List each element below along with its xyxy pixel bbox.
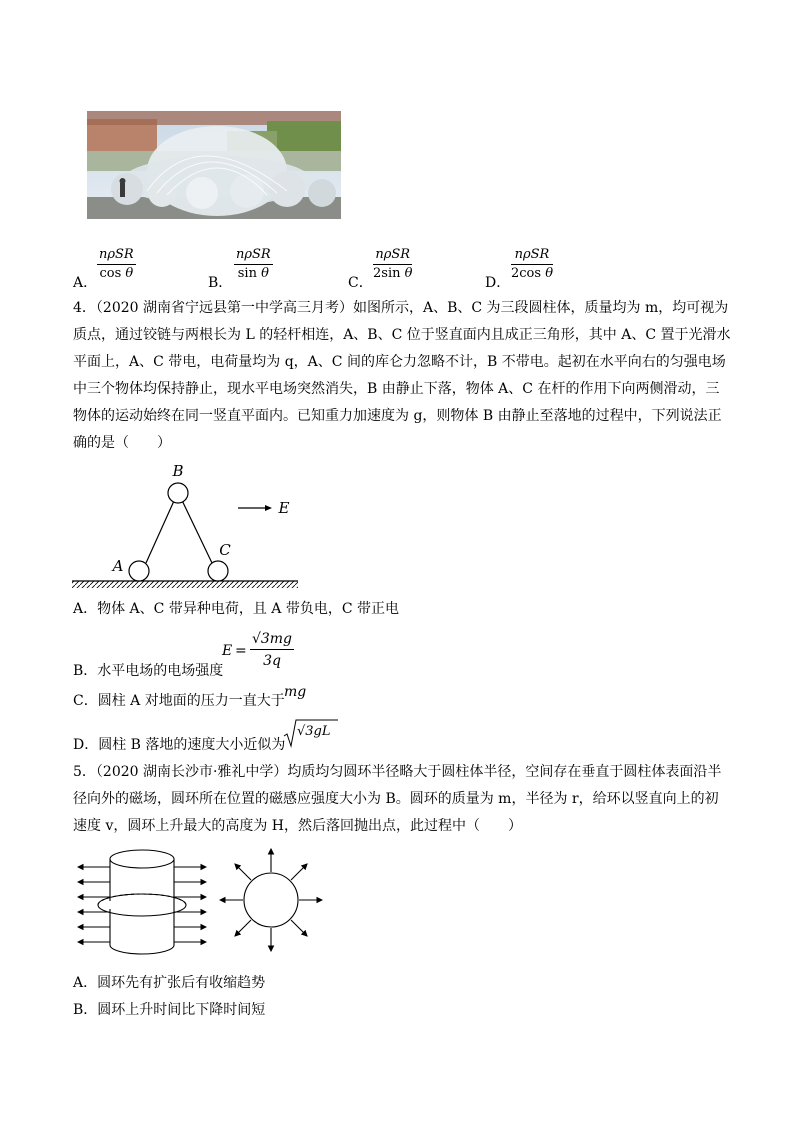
choice-a-formula: nρSR cos θ — [99, 247, 134, 281]
label-e: E — [278, 499, 290, 517]
q4-option-c: C．圆柱 A 对地面的压力一直大于 — [73, 693, 285, 709]
q4-line-4: 中三个物体均保持静止，现水平电场突然消失，B 由静止下落，物体 A、C 在杆的作用下向两侧滑动，三 — [73, 381, 720, 397]
label-a: A — [112, 557, 124, 575]
choice-b-label: B． — [208, 275, 233, 291]
q5-line-1: 5．（2020 湖南长沙市·雅礼中学）均质均匀圆环半径略大于圆柱体半径，空间存在垂直于圆柱体表面沿半 — [73, 764, 722, 780]
q5-option-a: A．圆环先有扩张后有收缩趋势 — [73, 975, 266, 991]
q4-option-d-formula: √3gL — [283, 718, 339, 748]
q4-triangle-figure — [70, 460, 310, 592]
q4-option-b: B．水平电场的电场强度 — [73, 663, 224, 679]
fountain-photo — [87, 111, 341, 219]
q4-line-3: 平面上，A、C 带电，电荷量均为 q，A、C 间的库仑力忽略不计，B 不带电。起初在水平向右的匀强电场 — [73, 354, 726, 370]
choice-d-formula: nρSR 2cos θ — [511, 247, 554, 281]
q4-line-5: 物体的运动始终在同一竖直平面内。已知重力加速度为 g，则物体 B 由静止至落地的过程中，下列说法正 — [73, 408, 722, 424]
choice-c-formula: nρSR 2sin θ — [373, 247, 413, 281]
q4-line-2: 质点，通过铰链与两根长为 L 的轻杆相连，A、B、C 位于竖直面内且成正三角形，其中 A、C 置于光滑水 — [73, 327, 731, 343]
choice-b-formula: nρSR sin θ — [236, 247, 271, 281]
q5-option-b: B．圆环上升时间比下降时间短 — [73, 1002, 266, 1018]
label-b: B — [172, 462, 184, 480]
q5-line-3: 速度 v，圆环上升最大的高度为 H，然后落回抛出点，此过程中（ ） — [73, 818, 523, 834]
choice-d-label: D． — [485, 275, 511, 291]
q4-option-c-formula: mg — [284, 684, 307, 700]
q4-option-d: D．圆柱 B 落地的速度大小近似为 — [73, 737, 286, 753]
q5-magnet-figure — [74, 845, 334, 960]
q4-line-6: 确的是（ ） — [73, 435, 171, 451]
choice-c-label: C． — [348, 275, 373, 291]
q4-line-1: 4．（2020 湖南省宁远县第一中学高三月考）如图所示，A、B、C 为三段圆柱体，质量均为 m，均可视为 — [73, 300, 729, 316]
choice-a-label: A． — [73, 275, 98, 291]
label-c: C — [219, 541, 231, 559]
q4-option-a: A．物体 A、C 带异种电荷，且 A 带负电，C 带正电 — [73, 601, 400, 617]
q5-line-2: 径向外的磁场，圆环所在位置的磁感应强度大小为 B。圆环的质量为 m，半径为 r，给环以竖直向上的初 — [73, 791, 719, 807]
